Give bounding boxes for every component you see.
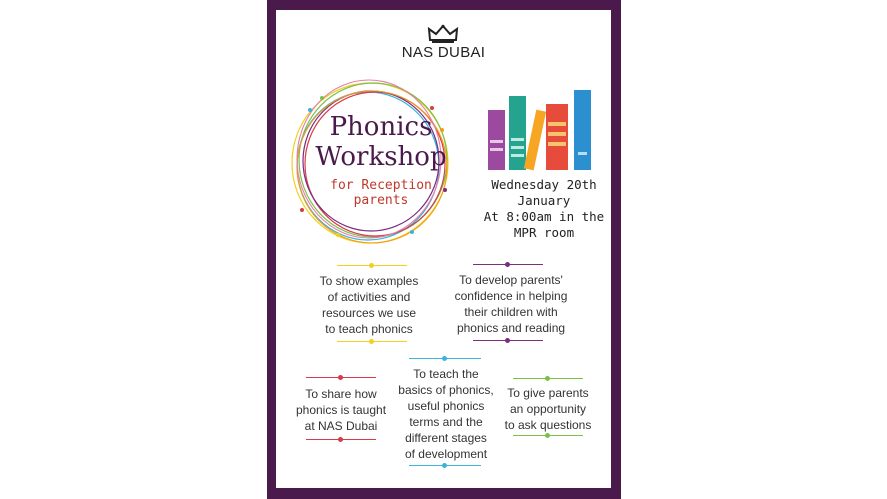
objective-4-line-2: basics of phonics, [398, 383, 494, 397]
books-illustration [486, 88, 596, 172]
title-line-2: Workshop [315, 142, 447, 172]
objective-5 [488, 385, 608, 433]
workshop-title [306, 112, 456, 172]
objective-3-line-2: phonics is taught [295, 403, 387, 417]
objective-2-line-1: To develop parents' [459, 273, 563, 287]
objective-4-line-6: of development [404, 447, 488, 461]
objective-2-line-4: phonics and reading [456, 321, 566, 335]
objective-3-top-dot [338, 375, 343, 380]
event-details [481, 177, 607, 241]
objective-5-line-3: to ask questions [504, 418, 592, 432]
workshop-poster [276, 10, 611, 488]
objective-2 [446, 272, 576, 336]
objective-4-line-3: useful phonics [407, 399, 485, 413]
objective-3-line-3: at NAS Dubai [304, 419, 378, 433]
objective-1-top-dot [369, 263, 374, 268]
objective-2-line-2: confidence in helping [454, 289, 568, 303]
objective-1-line-3: resources we use [321, 306, 417, 320]
objective-4-top-dot [442, 356, 447, 361]
crown-icon [427, 24, 459, 44]
event-day: Wednesday 20th [491, 177, 597, 192]
objective-1-line-1: To show examples [319, 274, 419, 288]
event-location: MPR room [513, 225, 575, 240]
objective-3-line-1: To share how [305, 387, 377, 401]
subtitle-line-2: parents [353, 193, 409, 208]
objective-1-line-2: of activities and [327, 290, 411, 304]
objective-3 [281, 386, 401, 434]
objective-5-top-dot [545, 376, 550, 381]
event-month: January [517, 193, 571, 208]
subtitle-line-1: for Reception [330, 178, 432, 193]
workshop-subtitle [306, 178, 456, 208]
objective-2-top-dot [505, 262, 510, 267]
objective-4-line-1: To teach the [413, 367, 479, 381]
title-line-1: Phonics [329, 112, 433, 142]
objective-2-bottom-dot [505, 338, 510, 343]
objective-1-line-4: to teach phonics [325, 322, 413, 336]
objective-4-bottom-dot [442, 463, 447, 468]
objective-2-line-3: their children with [464, 305, 558, 319]
objective-1 [304, 273, 434, 337]
event-time: At 8:00am in the [483, 209, 605, 224]
objective-5-line-1: To give parents [507, 386, 589, 400]
objective-3-bottom-dot [338, 437, 343, 442]
objective-5-line-2: an opportunity [509, 402, 587, 416]
objective-5-bottom-dot [545, 433, 550, 438]
objective-1-bottom-dot [369, 339, 374, 344]
school-logo-text: NAS DUBAI [401, 44, 486, 61]
objective-4-line-4: terms and the [409, 415, 483, 429]
objective-4-line-5: different stages [405, 431, 487, 445]
